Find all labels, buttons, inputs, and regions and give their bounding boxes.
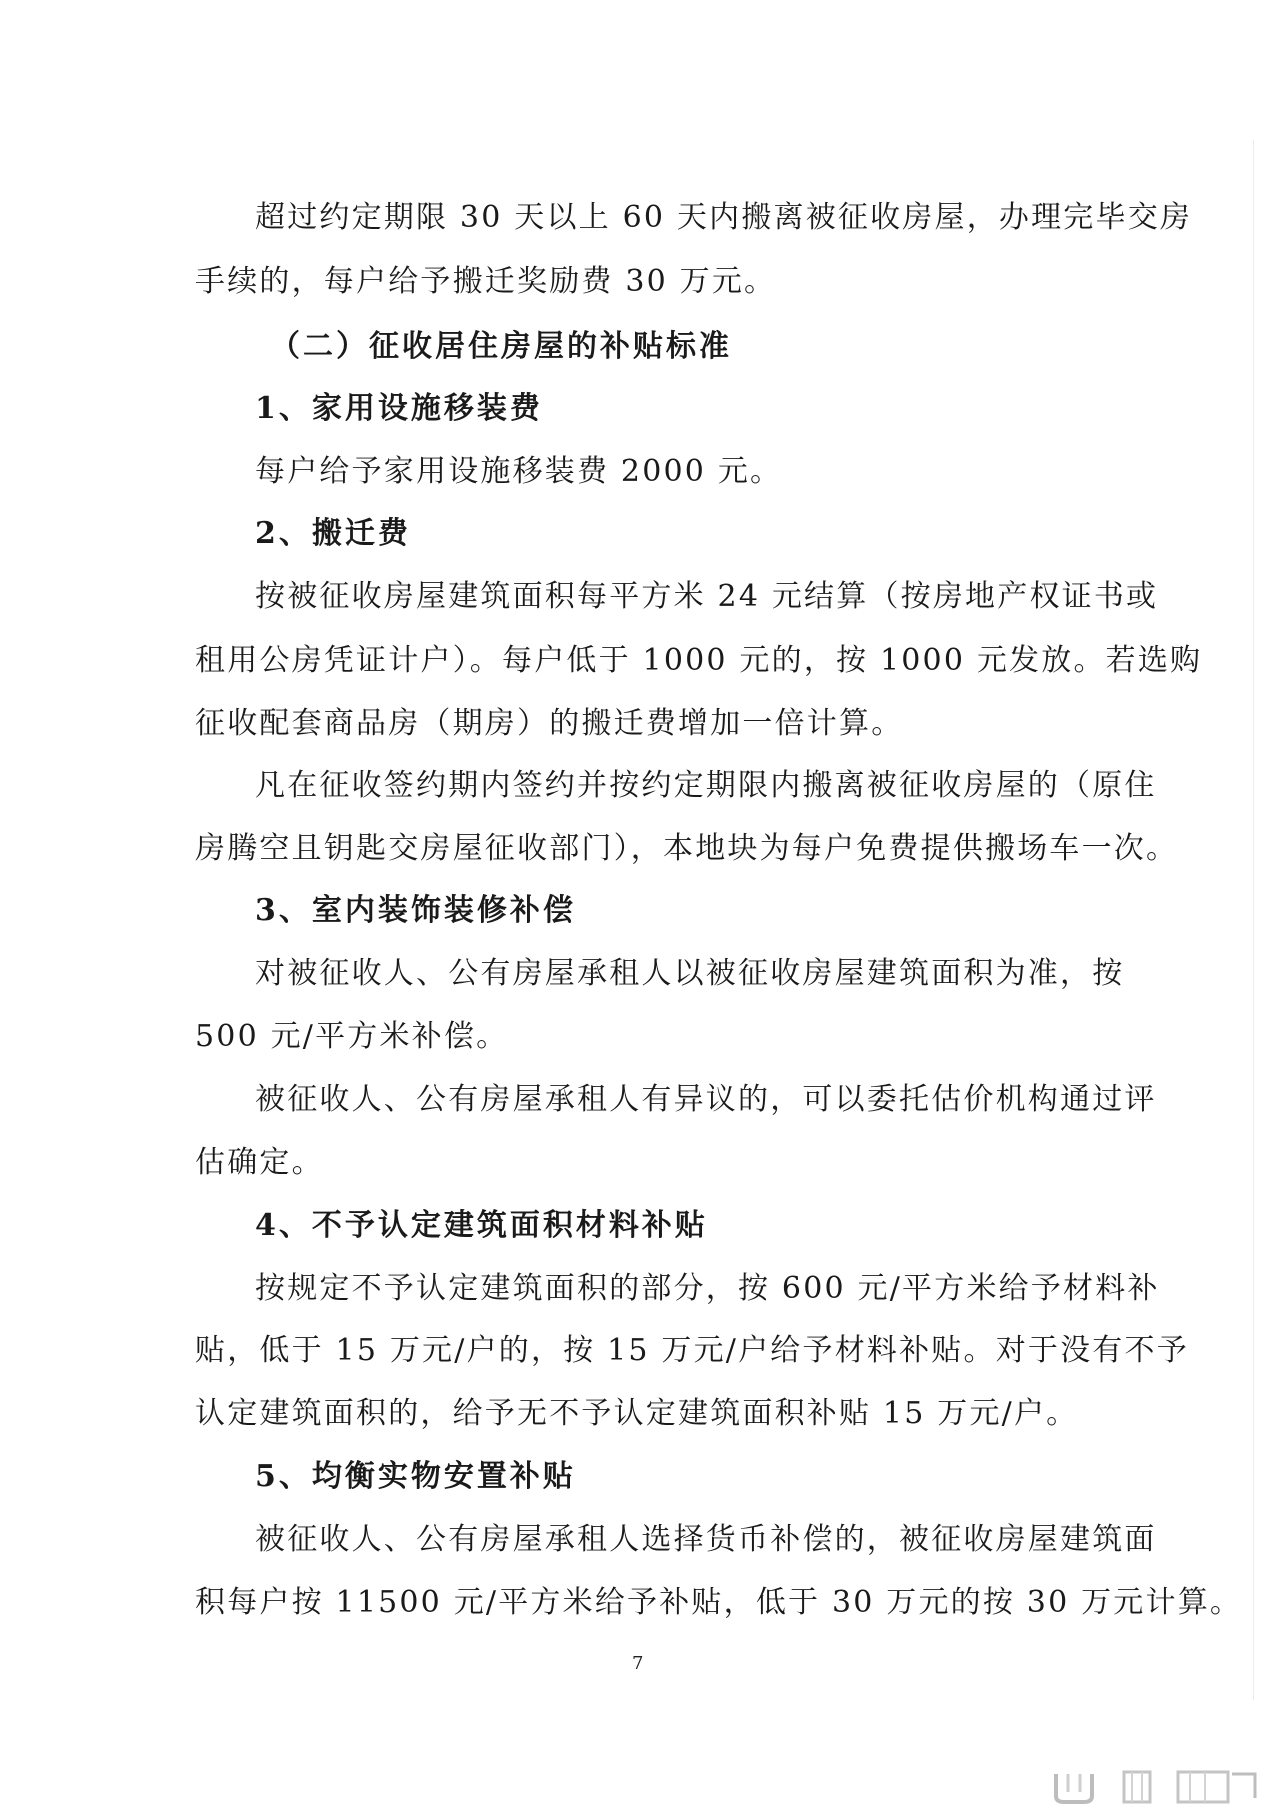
paragraph-line: 积每户按 11500 元/平方米给予补贴，低于 30 万元的按 30 万元计算。	[195, 1585, 1243, 1620]
paragraph-line: 认定建筑面积的，给予无不予认定建筑面积补贴 15 万元/户。	[195, 1396, 1079, 1431]
subsection-heading: 4、不予认定建筑面积材料补贴	[255, 1208, 708, 1243]
paragraph-line: 被征收人、公有房屋承租人选择货币补偿的，被征收房屋建筑面	[255, 1522, 1157, 1557]
subsection-heading: 5、均衡实物安置补贴	[255, 1459, 576, 1494]
paragraph-line: 超过约定期限 30 天以上 60 天内搬离被征收房屋，办理完毕交房	[255, 200, 1193, 235]
section-heading: （二）征收居住房屋的补贴标准	[270, 329, 732, 364]
paragraph-line: 每户给予家用设施移装费 2000 元。	[255, 454, 783, 489]
paragraph-line: 被征收人、公有房屋承租人有异议的，可以委托估价机构通过评	[255, 1082, 1157, 1117]
paragraph-line: 按规定不予认定建筑面积的部分，按 600 元/平方米给予材料补	[255, 1271, 1160, 1306]
subsection-heading: 1、家用设施移装费	[255, 391, 543, 426]
paragraph-line: 500 元/平方米补偿。	[195, 1019, 509, 1054]
paragraph-line: 对被征收人、公有房屋承租人以被征收房屋建筑面积为准，按	[255, 956, 1125, 991]
paragraph-line: 手续的，每户给予搬迁奖励费 30 万元。	[195, 264, 777, 299]
page-number: 7	[632, 1653, 644, 1674]
scan-artifact-marks	[1050, 1768, 1265, 1808]
scan-edge-line	[1253, 140, 1254, 1700]
paragraph-line: 租用公房凭证计户）。每户低于 1000 元的，按 1000 元发放。若选购	[195, 643, 1203, 678]
subsection-heading: 3、室内装饰装修补偿	[255, 893, 576, 928]
paragraph-line: 征收配套商品房（期房）的搬迁费增加一倍计算。	[195, 706, 904, 741]
paragraph-line: 贴，低于 15 万元/户的，按 15 万元/户给予材料补贴。对于没有不予	[195, 1333, 1189, 1368]
paragraph-line: 按被征收房屋建筑面积每平方米 24 元结算（按房地产权证书或	[255, 579, 1159, 614]
subsection-heading: 2、搬迁费	[255, 516, 411, 551]
paragraph-line: 凡在征收签约期内签约并按约定期限内搬离被征收房屋的（原住	[255, 768, 1157, 803]
paragraph-line: 房腾空且钥匙交房屋征收部门），本地块为每户免费提供搬场车一次。	[195, 831, 1179, 866]
paragraph-line: 估确定。	[195, 1145, 324, 1180]
